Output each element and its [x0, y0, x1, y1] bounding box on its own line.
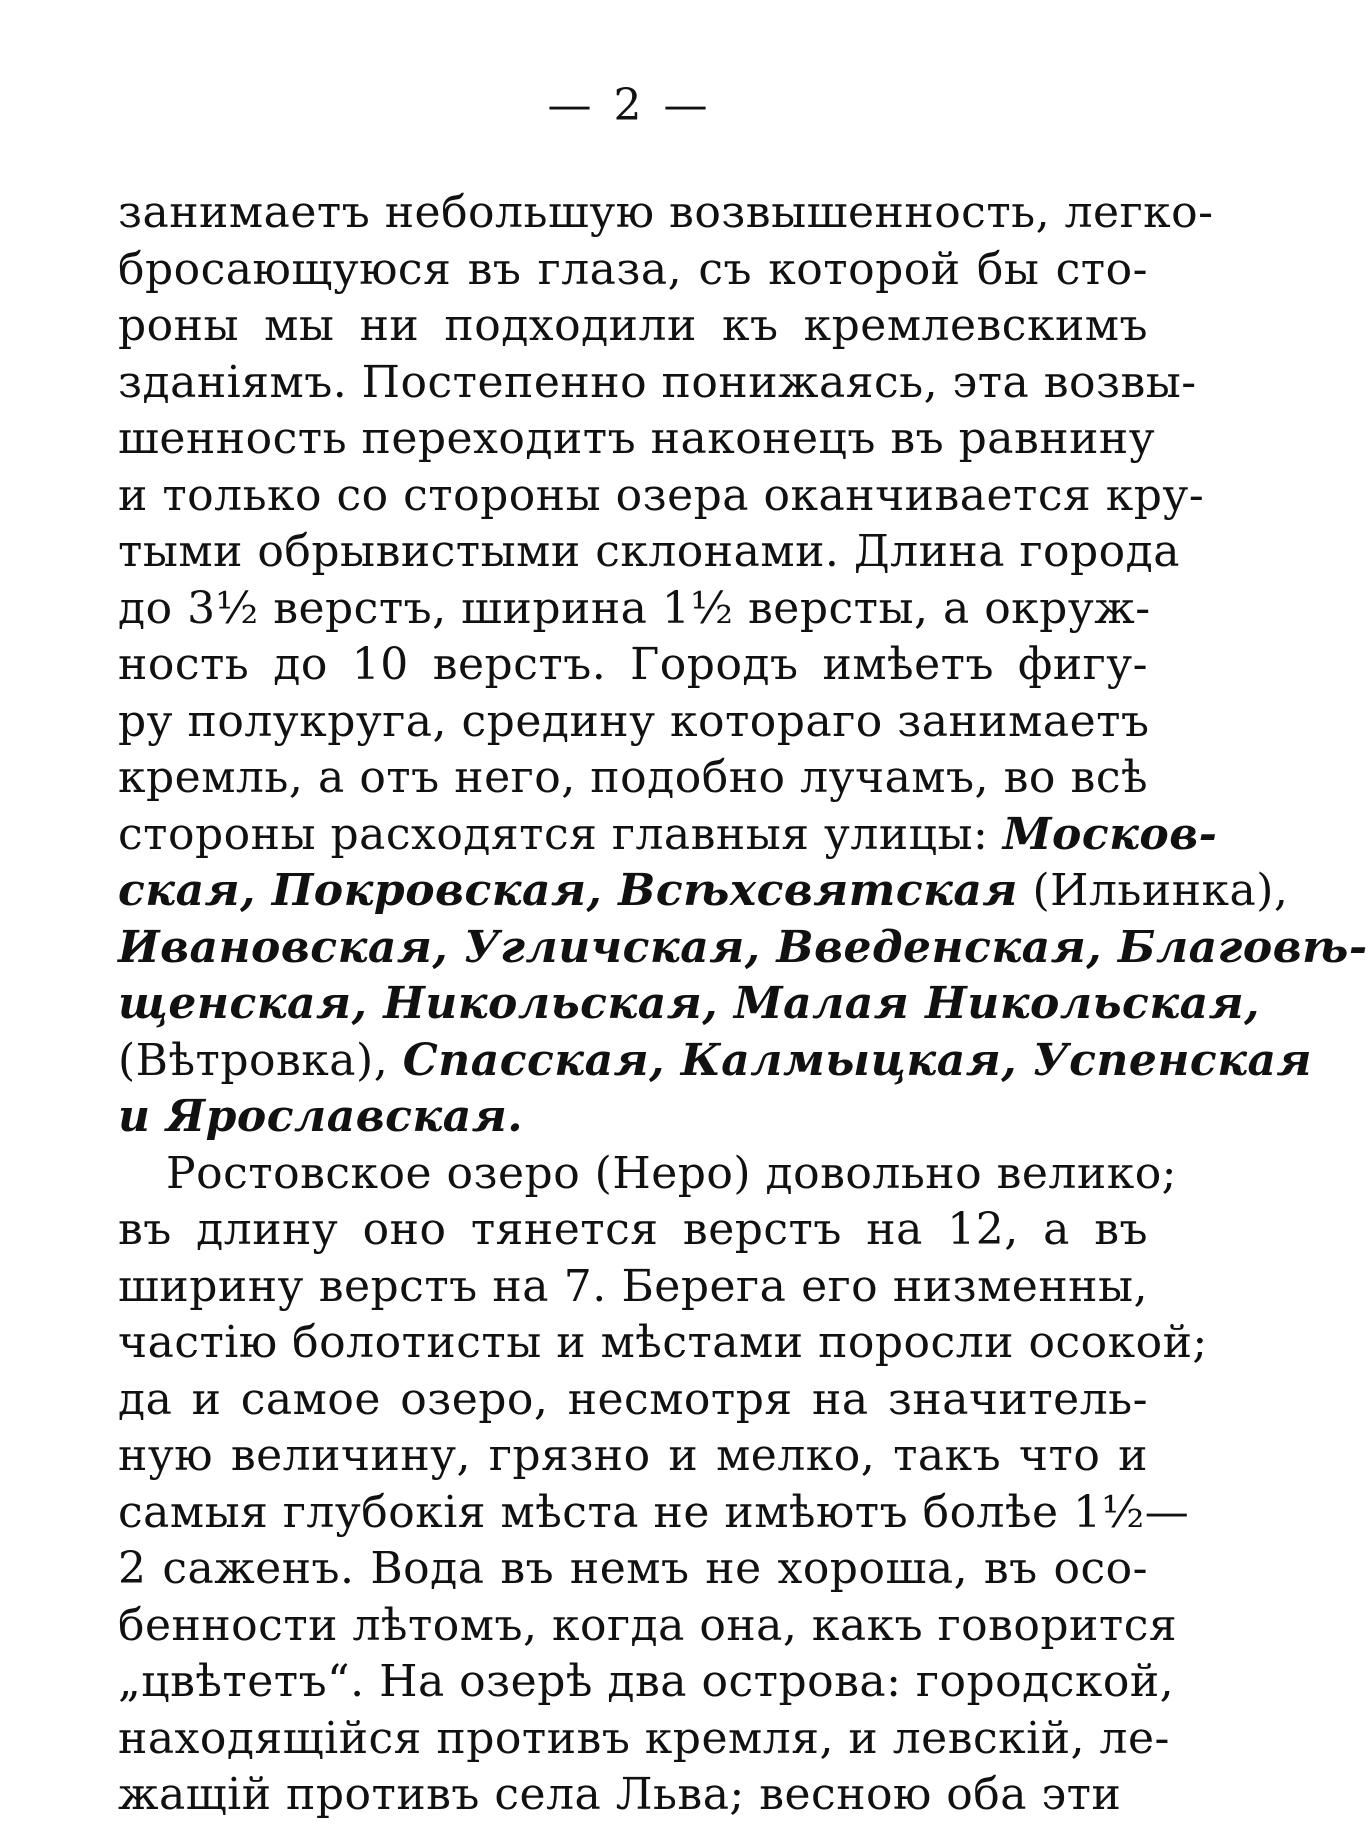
- text-line: [118, 581, 1151, 638]
- text-segment: ширину верстъ на 7. Берега его низменны,: [118, 1260, 1148, 1312]
- text-segment: бенности лѣтомъ, когда она, какъ говорится: [118, 1599, 1178, 1651]
- street-name-text: Москов-: [1002, 808, 1218, 860]
- text-segment: самыя глубокія мѣста не имѣютъ болѣе 1½—: [118, 1486, 1190, 1538]
- text-line: [118, 1428, 1148, 1485]
- text-segment: бросающуюся въ глаза, съ которой бы сто-: [118, 243, 1148, 295]
- street-name-text: щенская, Никольская, Малая Никольская,: [118, 978, 1260, 1029]
- text-line: [118, 1089, 1148, 1146]
- text-line: [118, 524, 1180, 581]
- text-line: [118, 1598, 1178, 1655]
- text-line: [118, 411, 1156, 468]
- text-line: [118, 1315, 1208, 1372]
- text-segment: находящійся противъ кремля, и левскій, ле-: [118, 1712, 1170, 1764]
- text-segment: частію болотисты и мѣстами поросли осокой;: [118, 1317, 1208, 1368]
- text-segment: 2 саженъ. Вода въ немъ не хороша, въ осо-: [118, 1543, 1148, 1594]
- page-number: — 2 —: [547, 80, 712, 131]
- text-segment: въ длину оно тянется верстъ на 12, а въ: [118, 1204, 1148, 1255]
- text-line: [118, 1767, 1148, 1824]
- text-line: [118, 468, 1205, 525]
- text-segment: (Вѣтровка),: [118, 1034, 403, 1086]
- text-line: [118, 807, 1218, 864]
- street-name-text: Спасская, Калмыцкая, Успенская: [402, 1034, 1313, 1086]
- text-line: [118, 1033, 1313, 1090]
- text-line: [118, 863, 1289, 920]
- paragraph-2: [118, 1146, 1208, 1824]
- text-segment: роны мы ни подходили къ кремлевскимъ: [118, 300, 1148, 351]
- text-line: [118, 355, 1197, 412]
- text-segment: и только со стороны озера оканчивается кру-: [118, 469, 1205, 521]
- text-line: [118, 1372, 1148, 1429]
- text-segment: до 3½ верстъ, ширина 1½ версты, а окруж-: [118, 582, 1151, 634]
- text-line: [118, 298, 1148, 355]
- text-segment: зданіямъ. Постепенно понижаясь, эта возвы-: [118, 356, 1197, 408]
- text-line: [118, 637, 1148, 694]
- text-segment: да и самое озеро, несмотря на значитель-: [118, 1373, 1148, 1425]
- text-line: [118, 920, 1368, 977]
- text-segment: шенность переходитъ наконецъ въ равнину: [118, 413, 1156, 464]
- text-line: [118, 1654, 1175, 1711]
- text-line: [118, 1541, 1148, 1598]
- text-segment: Ростовское озеро (Неро) довольно велико;: [166, 1147, 1178, 1199]
- street-name-text: Ивановская, Угличская, Введенская, Благовѣ-: [118, 921, 1368, 973]
- text-line: [118, 242, 1148, 299]
- text-segment: стороны расходятся главныя улицы:: [118, 808, 1003, 860]
- text-line: [118, 976, 1260, 1033]
- text-segment: (Ильинка),: [1017, 865, 1289, 916]
- text-segment: кремль, а отъ него, подобно лучамъ, во всѣ: [118, 752, 1148, 803]
- street-name-text: и Ярославская.: [118, 1091, 524, 1142]
- text-segment: ру полукруга, средину котораго занимаетъ: [118, 695, 1150, 747]
- street-name-text: ская, Покровская, Всѣхсвятская: [118, 865, 1018, 916]
- body-text: [118, 185, 1368, 1824]
- text-line: [118, 1259, 1148, 1316]
- text-line: [118, 1202, 1148, 1259]
- paragraph-1: [118, 185, 1368, 1146]
- text-segment: ную величину, грязно и мелко, такъ что и: [118, 1430, 1148, 1481]
- text-segment: жащій противъ села Льва; весною оба эти: [118, 1769, 1122, 1820]
- text-segment: занимаетъ небольшую возвышенность, легко-: [118, 187, 1214, 238]
- text-segment: „цвѣтетъ“. На озерѣ два острова: городской,: [118, 1656, 1175, 1707]
- text-segment: тыми обрывистыми склонами. Длина города: [118, 526, 1180, 577]
- text-line: [118, 1485, 1190, 1542]
- text-line: [118, 1711, 1170, 1768]
- text-line: [118, 1146, 1178, 1203]
- text-line: [118, 185, 1214, 242]
- text-line: [118, 750, 1148, 807]
- text-line: [118, 694, 1148, 751]
- text-segment: ность до 10 верстъ. Городъ имѣетъ фигу-: [118, 639, 1148, 690]
